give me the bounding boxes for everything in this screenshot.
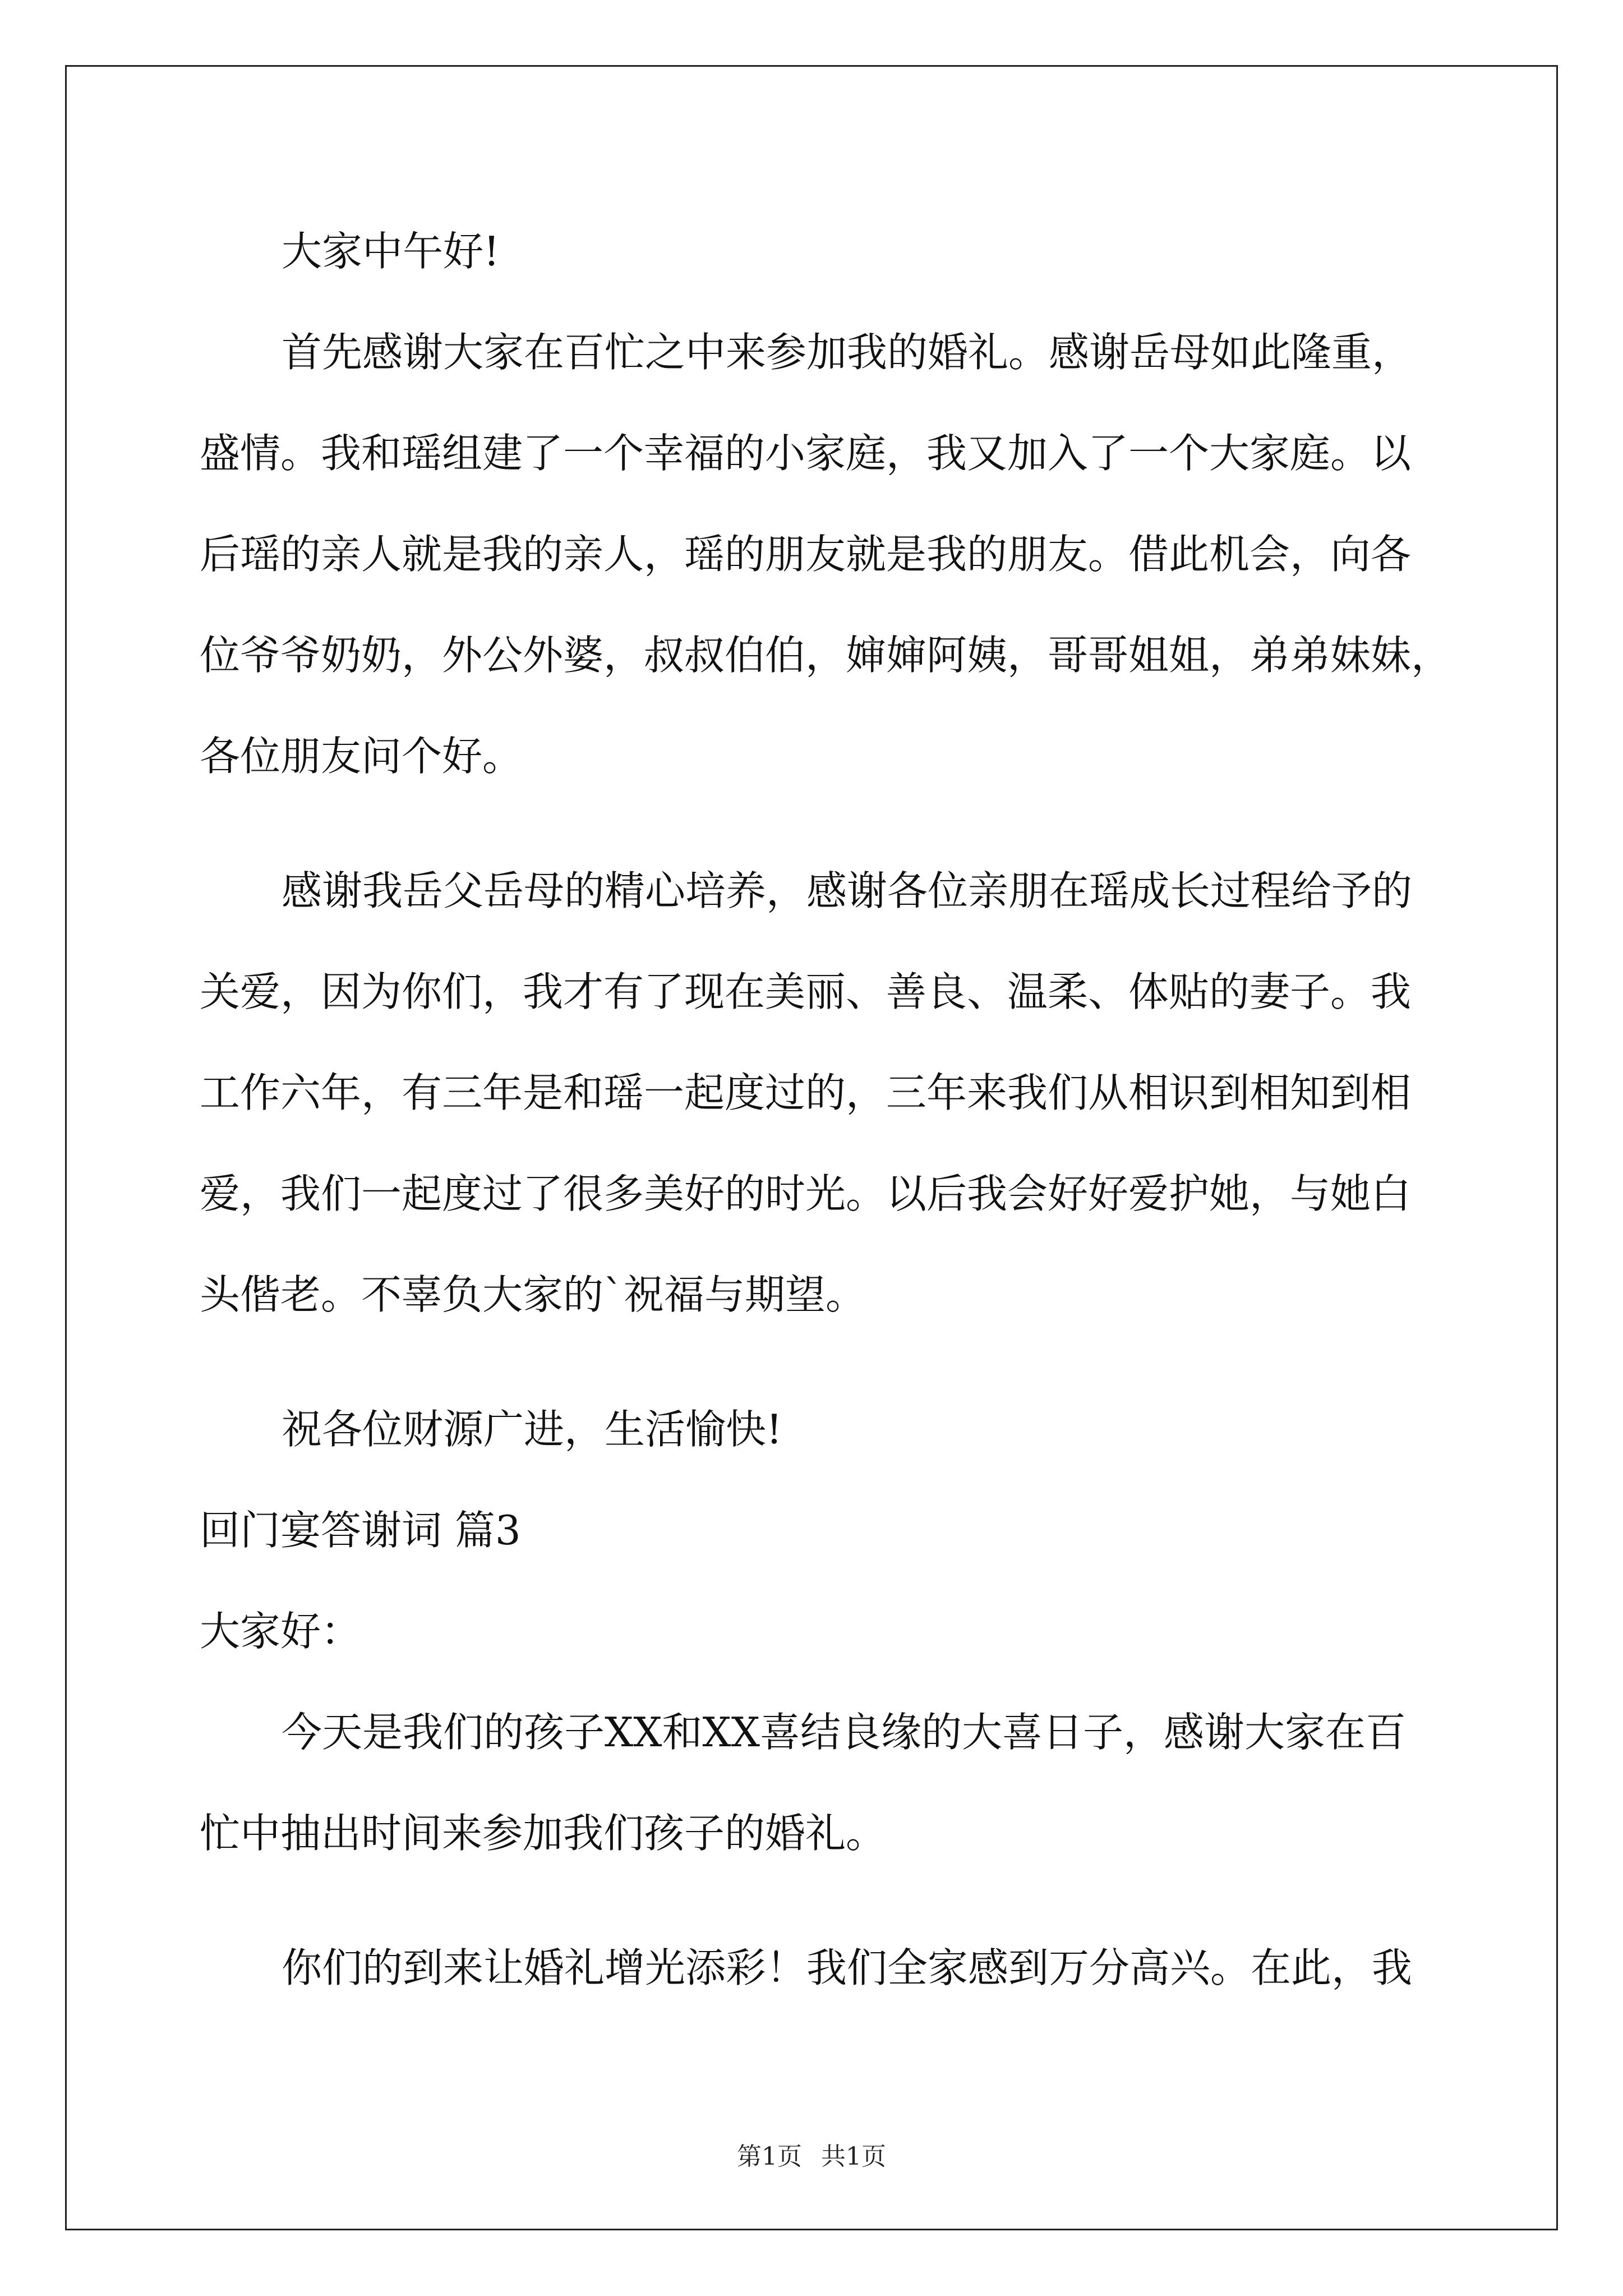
paragraph-line: 祝各位财源广进，生活愉快!	[282, 1406, 782, 1453]
paragraph-line: 首先感谢大家在百忙之中来参加我的婚礼。感谢岳母如此隆重，	[282, 329, 1413, 376]
section-heading: 回门宴答谢词 篇3	[200, 1507, 521, 1554]
paragraph-line: 盛情。我和瑶组建了一个幸福的小家庭，我又加入了一个大家庭。以	[200, 430, 1412, 477]
paragraph-line: 今天是我们的孩子XX和XX喜结良缘的大喜日子，感谢大家在百	[282, 1709, 1407, 1756]
page-border	[65, 65, 1558, 2230]
paragraph-line: 位爷爷奶奶，外公外婆，叔叔伯伯，婶婶阿姨，哥哥姐姐，弟弟妹妹，	[200, 632, 1452, 679]
paragraph-line: 头偕老。不辜负大家的`祝福与期望。	[200, 1271, 866, 1318]
paragraph-line: 各位朋友问个好。	[200, 733, 523, 780]
greeting-line: 大家中午好!	[282, 228, 500, 275]
paragraph-line: 忙中抽出时间来参加我们孩子的婚礼。	[200, 1810, 887, 1857]
paragraph-line: 感谢我岳父岳母的精心培养，感谢各位亲朋在瑶成长过程给予的	[282, 867, 1413, 914]
paragraph-line: 后瑶的亲人就是我的亲人，瑶的朋友就是我的朋友。借此机会，向各	[200, 531, 1412, 578]
page-footer	[0, 2140, 1623, 2174]
page-number: 第1页	[737, 2142, 802, 2171]
greeting-line: 大家好：	[200, 1608, 362, 1655]
paragraph-line: 你们的到来让婚礼增光添彩！我们全家感到万分高兴。在此，我	[282, 1944, 1413, 1991]
paragraph-line: 爱，我们一起度过了很多美好的时光。以后我会好好爱护她，与她白	[200, 1170, 1412, 1217]
paragraph-line: 关爱，因为你们，我才有了现在美丽、善良、温柔、体贴的妻子。我	[200, 968, 1412, 1015]
page-total: 共1页	[821, 2142, 886, 2171]
paragraph-line: 工作六年，有三年是和瑶一起度过的，三年来我们从相识到相知到相	[200, 1069, 1412, 1116]
